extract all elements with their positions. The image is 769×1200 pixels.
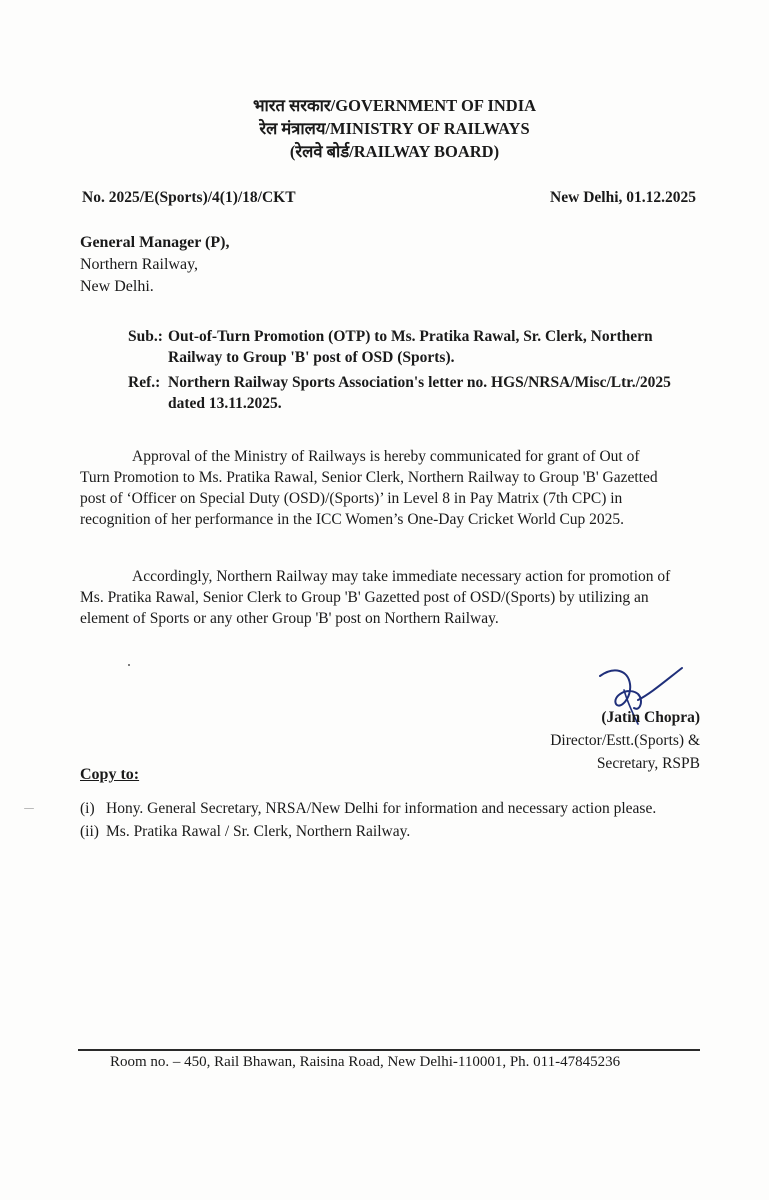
- addressee-title: General Manager (P),: [80, 234, 230, 251]
- signatory-designation: Director/Estt.(Sports) &: [550, 732, 700, 749]
- signatory-designation: Secretary, RSPB: [596, 755, 700, 772]
- place-date: New Delhi, 01.12.2025: [550, 189, 696, 206]
- paragraph-line: Approval of the Ministry of Railways is hereby communicated for grant of Out of: [132, 448, 640, 465]
- scan-speck: [24, 808, 34, 809]
- copy-to-heading: Copy to:: [80, 766, 140, 783]
- letter-header: [0, 94, 769, 163]
- copy-to-list: [80, 797, 656, 843]
- paragraph-line: element of Sports or any other Group 'B' post on Northern Railway.: [80, 610, 499, 627]
- header-ministry: रेल मंत्रालय/MINISTRY OF RAILWAYS: [259, 119, 530, 138]
- footer-divider: [78, 1049, 700, 1051]
- addressee-block: [80, 232, 229, 298]
- subject-block: [128, 326, 702, 414]
- reference-label: Ref.:: [128, 374, 161, 391]
- body-paragraph-action: [80, 566, 700, 629]
- paragraph-line: recognition of her performance in the ICC Women’s One-Day Cricket World Cup 2025.: [80, 511, 625, 528]
- subject-line: Railway to Group 'B' post of OSD (Sports).: [168, 349, 455, 366]
- paragraph-line: Accordingly, Northern Railway may take immediate necessary action for promotion of: [132, 568, 671, 585]
- letter-number: No. 2025/E(Sports)/4(1)/18/CKT: [82, 189, 296, 206]
- subject-line: Out-of-Turn Promotion (OTP) to Ms. Pratika Rawal, Sr. Clerk, Northern: [168, 328, 653, 345]
- reference-text-line: Northern Railway Sports Association's letter no. HGS/NRSA/Misc/Ltr./2025: [168, 374, 671, 391]
- subject-label: Sub.:: [128, 328, 163, 345]
- copy-to-number: (ii): [80, 823, 99, 840]
- header-government: भारत सरकार/GOVERNMENT OF INDIA: [252, 96, 537, 115]
- reference-text-line: dated 13.11.2025.: [168, 395, 282, 412]
- body-paragraph-approval: [80, 446, 700, 530]
- signatory-name: (Jatin Chopra): [601, 709, 700, 726]
- header-board: (रेलवे बोर्ड/RAILWAY BOARD): [289, 142, 500, 161]
- paragraph-line: Ms. Pratika Rawal, Senior Clerk to Group 'B' Gazetted post of OSD/(Sports) by utilizing an: [80, 589, 649, 606]
- copy-to-text: Ms. Pratika Rawal / Sr. Clerk, Northern Railway.: [106, 823, 411, 840]
- footer-address: Room no. – 450, Rail Bhawan, Raisina Road, New Delhi-110001, Ph. 011-47845236: [110, 1054, 621, 1070]
- addressee-line: New Delhi.: [80, 278, 154, 295]
- copy-to-item: [80, 820, 656, 843]
- scan-speck: [128, 664, 130, 666]
- paragraph-line: post of ‘Officer on Special Duty (OSD)/(Sports)’ in Level 8 in Pay Matrix (7th CPC) in: [80, 490, 623, 507]
- addressee-line: Northern Railway,: [80, 256, 199, 273]
- copy-to-item: [80, 797, 656, 820]
- paragraph-line: Turn Promotion to Ms. Pratika Rawal, Senior Clerk, Northern Railway to Group 'B' Gazetted: [80, 469, 658, 486]
- copy-to-text: Hony. General Secretary, NRSA/New Delhi for information and necessary action please.: [106, 800, 657, 817]
- signatory-block: [550, 706, 700, 775]
- copy-to-number: (i): [80, 800, 95, 817]
